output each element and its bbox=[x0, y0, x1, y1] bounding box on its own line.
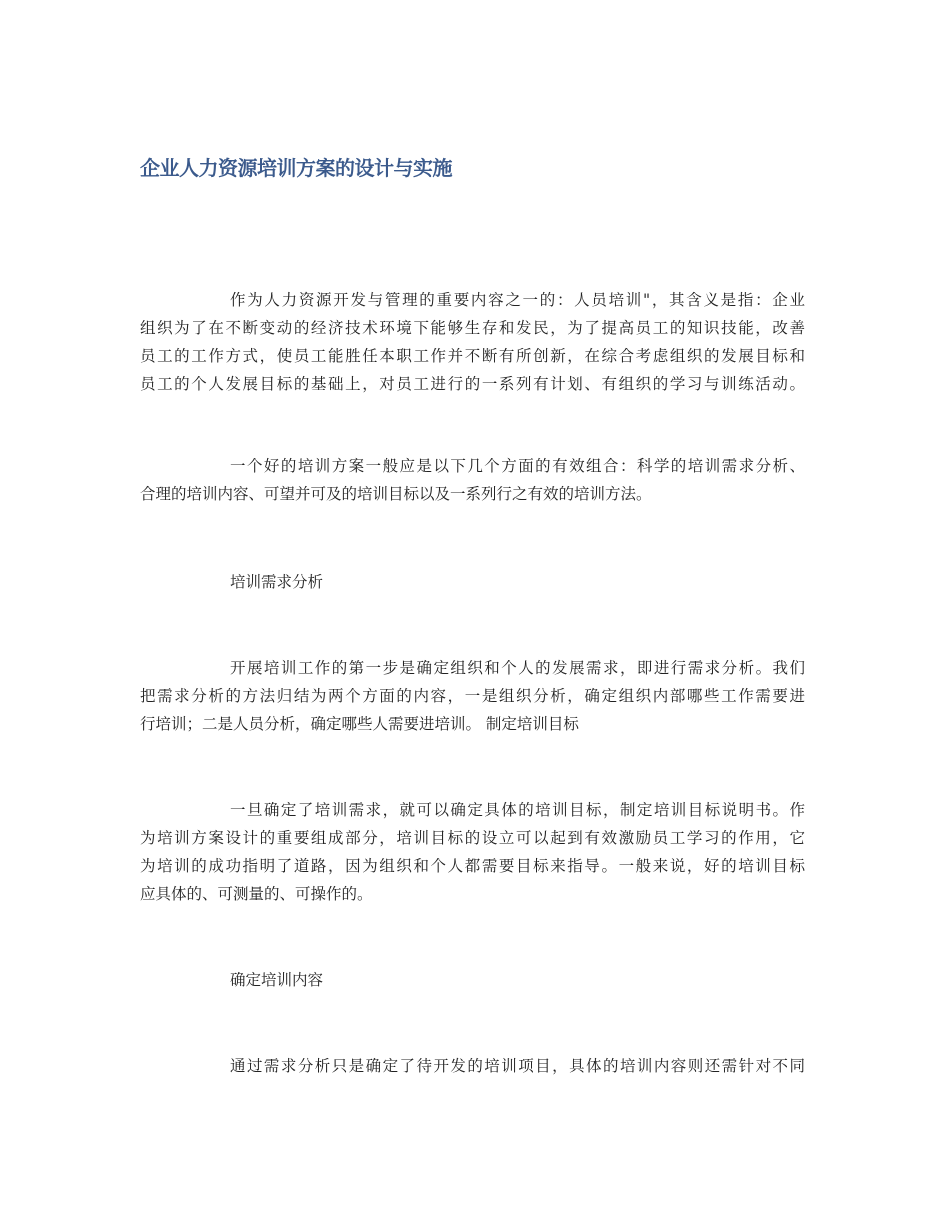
paragraph-line: 一旦确定了培训需求，就可以确定具体的培训目标，制定培训目标说明书。作 bbox=[230, 801, 805, 819]
paragraph-line: 一个好的培训方案一般应是以下几个方面的有效组合：科学的培训需求分析、 bbox=[230, 457, 805, 475]
paragraph-line: 行培训；二是人员分析，确定哪些人需要进培训。 制定培训目标 bbox=[140, 715, 579, 733]
paragraph-line: 应具体的、可测量的、可操作的。 bbox=[140, 885, 373, 903]
paragraph-line: 把需求分析的方法归结为两个方面的内容，一是组织分析，确定组织内部哪些工作需要进 bbox=[140, 687, 805, 705]
paragraph-line: 为培训的成功指明了道路，因为组织和个人都需要目标来指导。一般来说，好的培训目标 bbox=[140, 857, 805, 875]
paragraph-line: 组织为了在不断变动的经济技术环境下能够生存和发民，为了提高员工的知识技能，改善 bbox=[140, 319, 805, 337]
document-title: 企业人力资源培训方案的设计与实施 bbox=[140, 156, 452, 180]
paragraph-line: 为培训方案设计的重要组成部分，培训目标的设立可以起到有效激励员工学习的作用，它 bbox=[140, 829, 805, 847]
section-heading: 培训需求分析 bbox=[230, 573, 324, 591]
paragraph-line: 通过需求分析只是确定了待开发的培训项目，具体的培训内容则还需针对不同 bbox=[230, 1057, 805, 1075]
paragraph-line: 合理的培训内容、可望并可及的培训目标以及一系列行之有效的培训方法。 bbox=[140, 485, 652, 503]
paragraph-line: 员工的工作方式，使员工能胜任本职工作并不断有所创新，在综合考虑组织的发展目标和 bbox=[140, 347, 805, 365]
paragraph-line: 开展培训工作的第一步是确定组织和个人的发展需求，即进行需求分析。我们 bbox=[230, 659, 805, 677]
paragraph-line: 员工的个人发展目标的基础上，对员工进行的一系列有计划、有组织的学习与训练活动。 bbox=[140, 375, 805, 393]
section-heading: 确定培训内容 bbox=[230, 971, 324, 989]
paragraph-line: 作为人力资源开发与管理的重要内容之一的：人员培训"，其含义是指：企业 bbox=[230, 291, 805, 309]
